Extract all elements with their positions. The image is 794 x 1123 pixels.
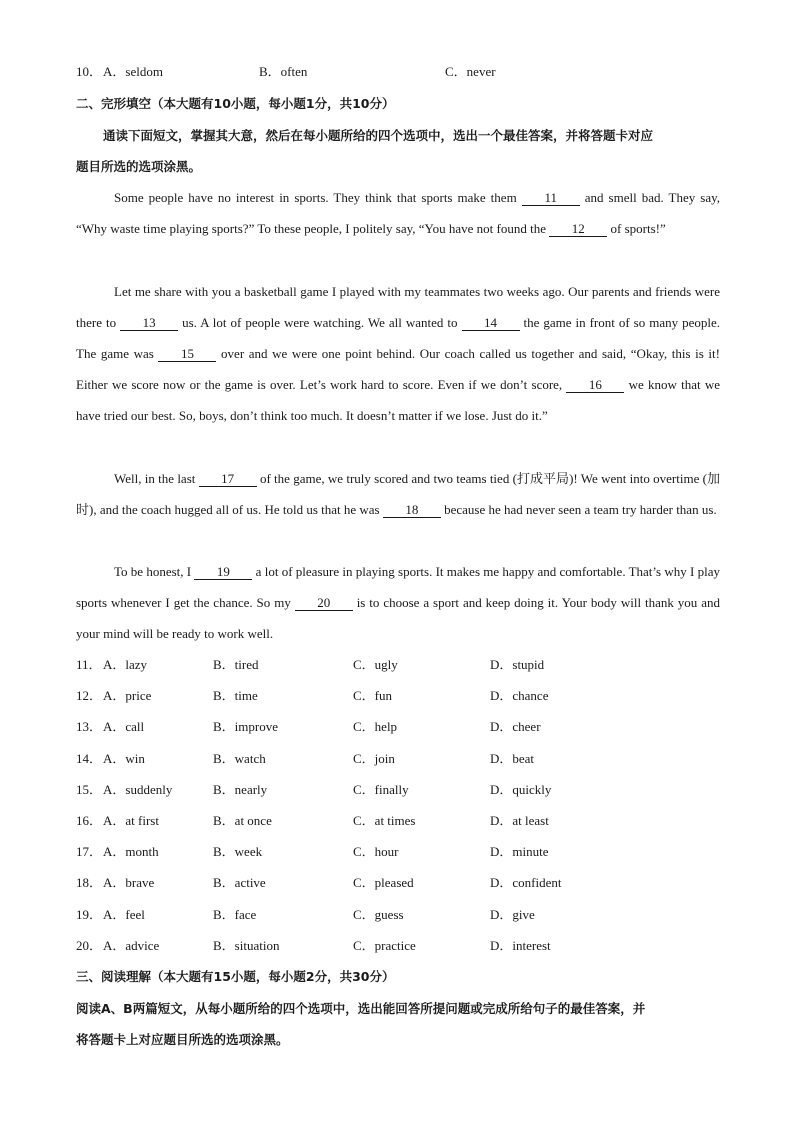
passage-paragraph-2 [76,276,720,431]
passage-text: is to choose a sport and keep doing it. Your body will thank you and your mind will be ready to work well. [76,595,721,641]
section-3-instruction-line2: 将答题卡上对应题目所选的选项涂黑。 [76,1032,289,1047]
question-number: 13． [76,719,103,735]
passage-text: of the game, we truly scored and two teams tied (打成平局)! We went into overtime (加时), and the coach hugged all of us. He told us that he was [76,471,720,517]
blank-15: 15 [158,347,216,362]
option-b: B．active [213,875,266,891]
option-c: C．pleased [353,875,414,891]
option-d: D．chance [490,688,549,704]
option-b: B．situation [213,937,280,953]
option-b: B．watch [213,750,266,766]
question-number: 16． [76,813,103,828]
blank-11: 11 [522,191,580,206]
section-2-heading: 二、完形填空（本大题有10小题，每小题1分，共10分） [76,96,395,111]
option-d: D．minute [490,844,549,860]
option-a: A．call [103,719,145,735]
option-a: A．seldom [103,64,163,79]
option-a: A．suddenly [103,781,173,797]
blank-13: 13 [120,316,178,331]
question-10 [76,63,496,81]
option-c: C．help [353,719,398,735]
option-c: C．hour [353,844,399,860]
passage-text: To be honest, I [114,564,195,579]
passage-text: a lot of pleasure in playing sports. It makes me happy and comfortable. That’s why I play sports whenever I get the chance. So my [76,564,720,610]
option-b: B．tired [213,657,259,672]
blank-14: 14 [462,316,520,331]
option-a: A．win [103,750,145,766]
question-number: 17． [76,844,103,860]
option-d: D．at least [490,813,549,828]
passage-text: the game in front of so many people. The game was [76,315,721,361]
section-2-instruction-line2: 题目所选的选项涂黑。 [76,159,202,174]
option-d: D．interest [490,937,551,953]
option-a: A．feel [103,906,145,922]
blank-18: 18 [383,503,441,518]
option-b: B．often [259,64,308,79]
option-c: C．finally [353,781,409,797]
question-number: 20． [76,937,103,953]
option-a: A．advice [103,937,160,953]
passage-text: and smell bad. They say, “Why waste time playing sports?” To these people, I politely say, “You have not found the [76,190,720,236]
option-a: A．month [103,844,159,860]
option-c: C．fun [353,688,393,704]
option-d: D．cheer [490,719,541,735]
passage-text: we know that we have tried our best. So, boys, don’t think too much. It doesn’t matter if we lose. Just do it.” [76,377,720,423]
option-d: D．give [490,906,535,922]
option-c: C．never [445,64,496,79]
section-2-instruction-line1: 通读下面短文，掌握其大意，然后在每小题所给的四个选项中，选出一个最佳答案，并将答题卡对应 [103,128,654,143]
option-b: B．time [213,688,258,704]
blank-16: 16 [566,378,624,393]
option-a: A．lazy [103,657,148,672]
passage-paragraph-3 [76,463,720,525]
question-number: 18． [76,875,103,891]
question-number: 10． [76,64,103,79]
section-3-heading: 三、阅读理解（本大题有15小题，每小题2分，共30分） [76,969,395,984]
question-number: 11． [76,657,102,672]
option-a: A．brave [103,875,155,891]
option-b: B．improve [213,719,278,735]
passage-text: Let me share with you a basketball game I played with my teammates two weeks ago. Our parents and friends were there to [76,284,720,330]
passage-text: us. A lot of people were watching. We all wanted to [178,315,462,330]
option-c: C．join [353,750,395,766]
passage-text: Well, in the last [114,471,199,486]
passage-text: because he had never seen a team try harder than us. [440,502,717,517]
option-c: C．practice [353,937,416,953]
option-b: B．week [213,844,263,860]
option-d: D．quickly [490,781,552,797]
option-a: A．price [103,688,152,704]
option-b: B．face [213,906,257,922]
option-a: A．at first [103,813,159,828]
blank-17: 17 [199,472,257,487]
section-3-instruction-line1: 阅读A、B两篇短文，从每小题所给的四个选项中，选出能回答所提问题或完成所给句子的最佳答案，并 [76,1001,646,1016]
blank-20: 20 [295,596,353,611]
question-number: 14． [76,750,103,766]
question-number: 19． [76,906,103,922]
blank-19: 19 [194,565,252,580]
option-d: D．stupid [490,657,545,672]
option-b: B．nearly [213,781,268,797]
passage-text: of sports!” [607,221,666,236]
blank-12: 12 [549,222,607,237]
option-c: C．guess [353,906,404,922]
option-c: C．at times [353,813,416,828]
passage-text: over and we were one point behind. Our coach called us together and said, “Okay, this is it! Either we score now or the game is over. Let’s work hard to score. Even if we don’t score, [76,346,720,392]
option-d: D．beat [490,750,535,766]
option-d: D．confident [490,875,562,891]
option-c: C．ugly [353,657,398,672]
passage-paragraph-1 [76,182,720,244]
question-number: 15． [76,781,103,797]
passage-text: Some people have no interest in sports. They think that sports make them [114,190,522,205]
passage-paragraph-4 [76,556,720,649]
option-b: B．at once [213,813,272,828]
question-number: 12． [76,688,103,704]
